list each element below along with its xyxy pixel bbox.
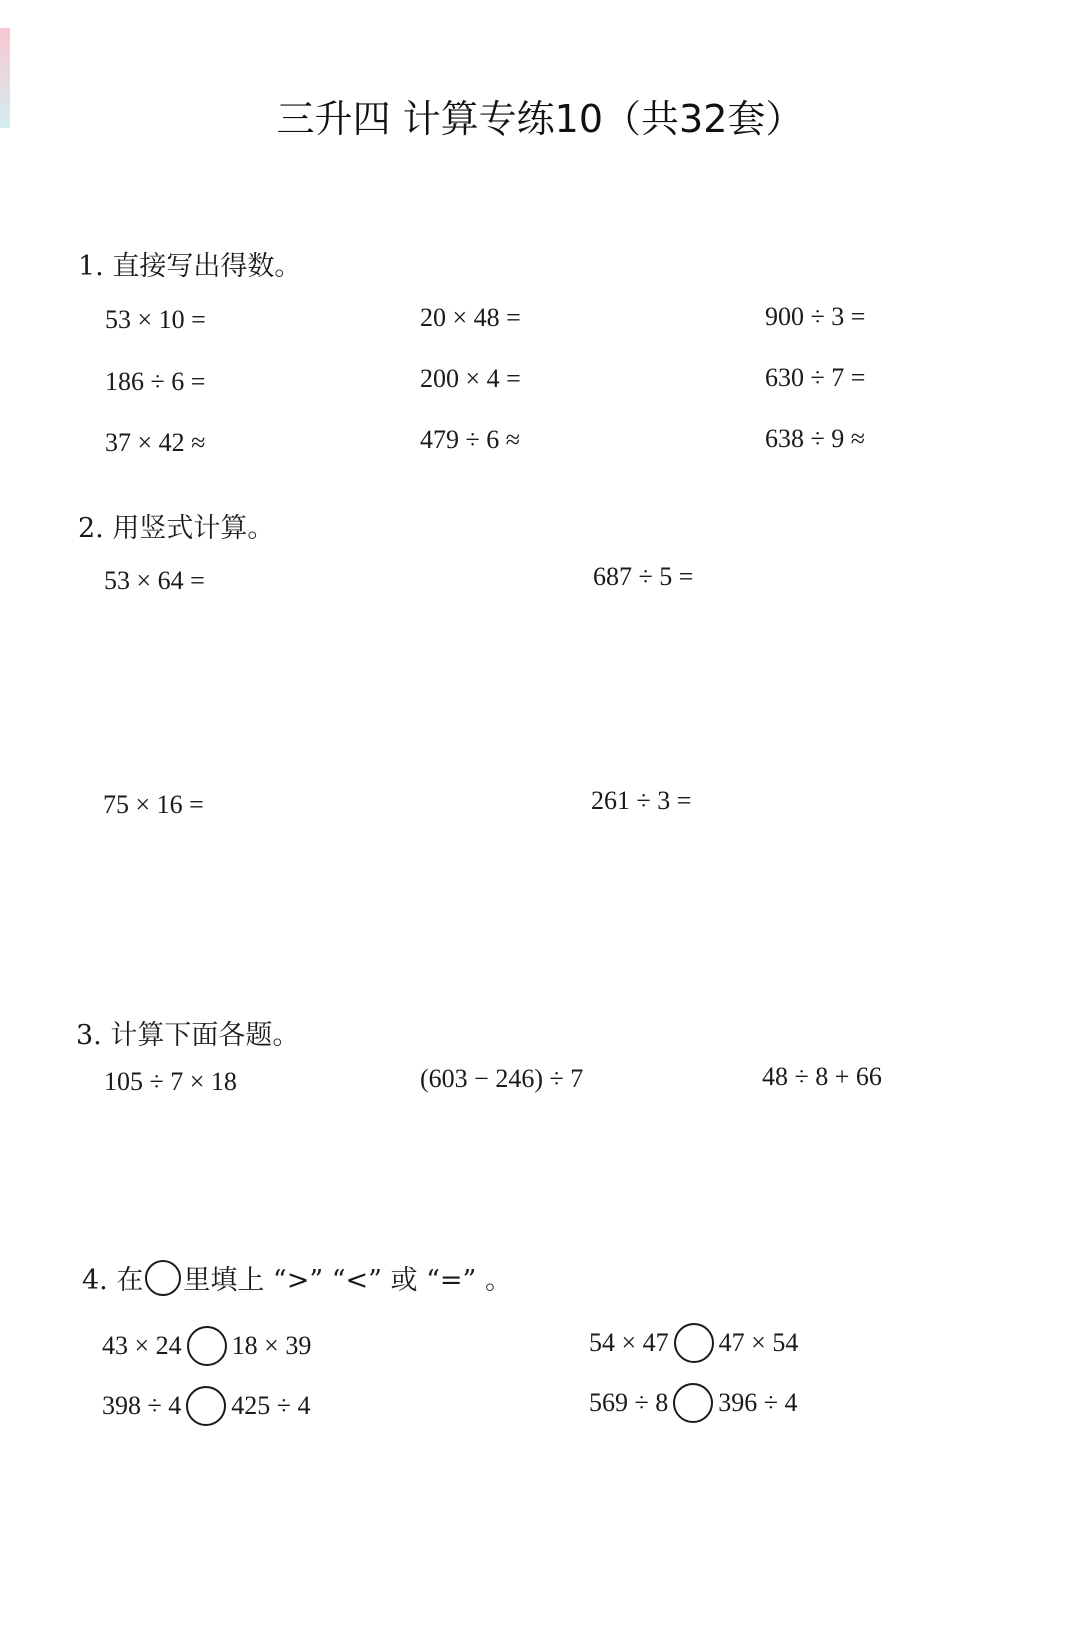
page-title: 三升四 计算专练10（共32套） — [276, 97, 804, 141]
answer-circle[interactable] — [186, 1386, 226, 1426]
problem-3-3: 48 ÷ 8 + 66 — [762, 1062, 882, 1091]
answer-circle[interactable] — [187, 1326, 227, 1366]
compare-right: 425 ÷ 4 — [231, 1391, 311, 1420]
problem-3-2: (603 − 246) ÷ 7 — [420, 1064, 584, 1093]
section-4-heading — [82, 1258, 512, 1297]
problem-1-2: 20 × 48 = — [420, 303, 521, 332]
answer-circle[interactable] — [674, 1323, 714, 1363]
problem-1-8: 479 ÷ 6 ≈ — [420, 425, 521, 454]
compare-right: 47 × 54 — [718, 1328, 799, 1357]
compare-row — [589, 1323, 798, 1363]
problem-2-3: 75 × 16 = — [103, 790, 204, 819]
problem-1-5: 200 × 4 = — [420, 364, 521, 393]
compare-row — [589, 1383, 798, 1423]
compare-right: 18 × 39 — [231, 1331, 312, 1360]
problem-2-2: 687 ÷ 5 = — [593, 562, 694, 591]
section-4-heading-prefix: 4. 在 — [82, 1265, 144, 1296]
answer-circle[interactable] — [673, 1383, 713, 1423]
compare-right: 396 ÷ 4 — [718, 1388, 798, 1417]
compare-row — [102, 1326, 311, 1366]
section-4-heading-suffix: 里填上 “>” “<” 或 “=” 。 — [183, 1265, 512, 1296]
problem-2-1: 53 × 64 = — [104, 566, 205, 595]
problem-1-1: 53 × 10 = — [105, 305, 206, 334]
problem-1-7: 37 × 42 ≈ — [105, 428, 206, 457]
section-2-heading: 2. 用竖式计算。 — [78, 513, 275, 544]
problem-1-9: 638 ÷ 9 ≈ — [765, 424, 866, 453]
compare-left: 43 × 24 — [102, 1331, 182, 1360]
problem-3-1: 105 ÷ 7 × 18 — [104, 1067, 237, 1096]
compare-left: 569 ÷ 8 — [589, 1388, 669, 1417]
section-1-heading: 1. 直接写出得数。 — [78, 251, 302, 282]
problem-2-4: 261 ÷ 3 = — [591, 786, 692, 815]
compare-circle-icon — [145, 1260, 181, 1296]
section-3-heading: 3. 计算下面各题。 — [76, 1020, 300, 1051]
problem-1-4: 186 ÷ 6 = — [105, 367, 206, 396]
problem-1-3: 900 ÷ 3 = — [765, 302, 866, 331]
compare-left: 398 ÷ 4 — [102, 1391, 182, 1420]
compare-left: 54 × 47 — [589, 1328, 669, 1357]
compare-row — [102, 1386, 311, 1426]
problem-1-6: 630 ÷ 7 = — [765, 363, 866, 392]
